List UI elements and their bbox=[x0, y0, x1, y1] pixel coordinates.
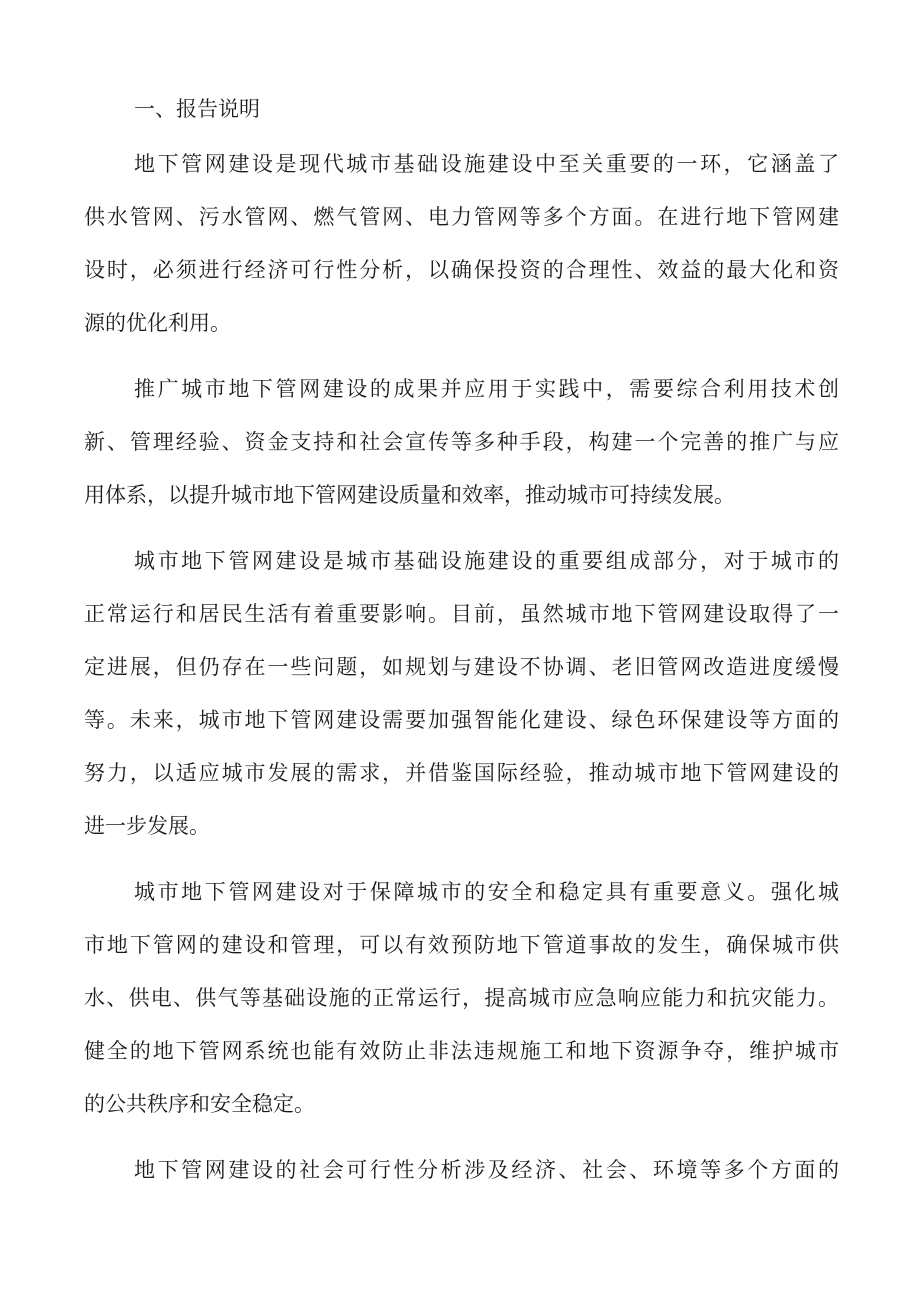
paragraph-line: 正常运行和居民生活有着重要影响。目前，虽然城市地下管网建设取得了一 bbox=[84, 602, 839, 626]
paragraph-line: 城市地下管网建设是城市基础设施建设的重要组成部分，对于城市的 bbox=[134, 549, 839, 573]
paragraph-line: 源的优化利用。 bbox=[84, 311, 231, 335]
paragraph-line: 定进展，但仍存在一些问题，如规划与建设不协调、老旧管网改造进度缓慢 bbox=[84, 655, 839, 679]
paragraph-line: 地下管网建设是现代城市基础设施建设中至关重要的一环，它涵盖了 bbox=[134, 152, 839, 176]
paragraph-line: 等。未来，城市地下管网建设需要加强智能化建设、绿色环保建设等方面的 bbox=[84, 708, 839, 732]
paragraph-line: 水、供电、供气等基础设施的正常运行，提高城市应急响应能力和抗灾能力。 bbox=[84, 986, 839, 1010]
paragraph-line: 的公共秩序和安全稳定。 bbox=[84, 1092, 315, 1116]
paragraph-line: 供水管网、污水管网、燃气管网、电力管网等多个方面。在进行地下管网建 bbox=[84, 205, 839, 229]
section-heading: 一、报告说明 bbox=[134, 97, 260, 121]
paragraph-line: 推广城市地下管网建设的成果并应用于实践中，需要综合利用技术创 bbox=[134, 377, 839, 401]
paragraph-line: 设时，必须进行经济可行性分析，以确保投资的合理性、效益的最大化和资 bbox=[84, 258, 839, 282]
paragraph-line: 用体系，以提升城市地下管网建设质量和效率，推动城市可持续发展。 bbox=[84, 483, 735, 507]
paragraph-line: 城市地下管网建设对于保障城市的安全和稳定具有重要意义。强化城 bbox=[134, 880, 839, 904]
paragraph-line: 新、管理经验、资金支持和社会宣传等多种手段，构建一个完善的推广与应 bbox=[84, 430, 839, 454]
paragraph-line: 市地下管网的建设和管理，可以有效预防地下管道事故的发生，确保城市供 bbox=[84, 933, 839, 957]
paragraph-line: 进一步发展。 bbox=[84, 814, 210, 838]
paragraph-line: 地下管网建设的社会可行性分析涉及经济、社会、环境等多个方面的 bbox=[134, 1158, 839, 1182]
paragraph-line: 健全的地下管网系统也能有效防止非法违规施工和地下资源争夺，维护城市 bbox=[84, 1039, 839, 1063]
paragraph-line: 努力，以适应城市发展的需求，并借鉴国际经验，推动城市地下管网建设的 bbox=[84, 761, 839, 785]
